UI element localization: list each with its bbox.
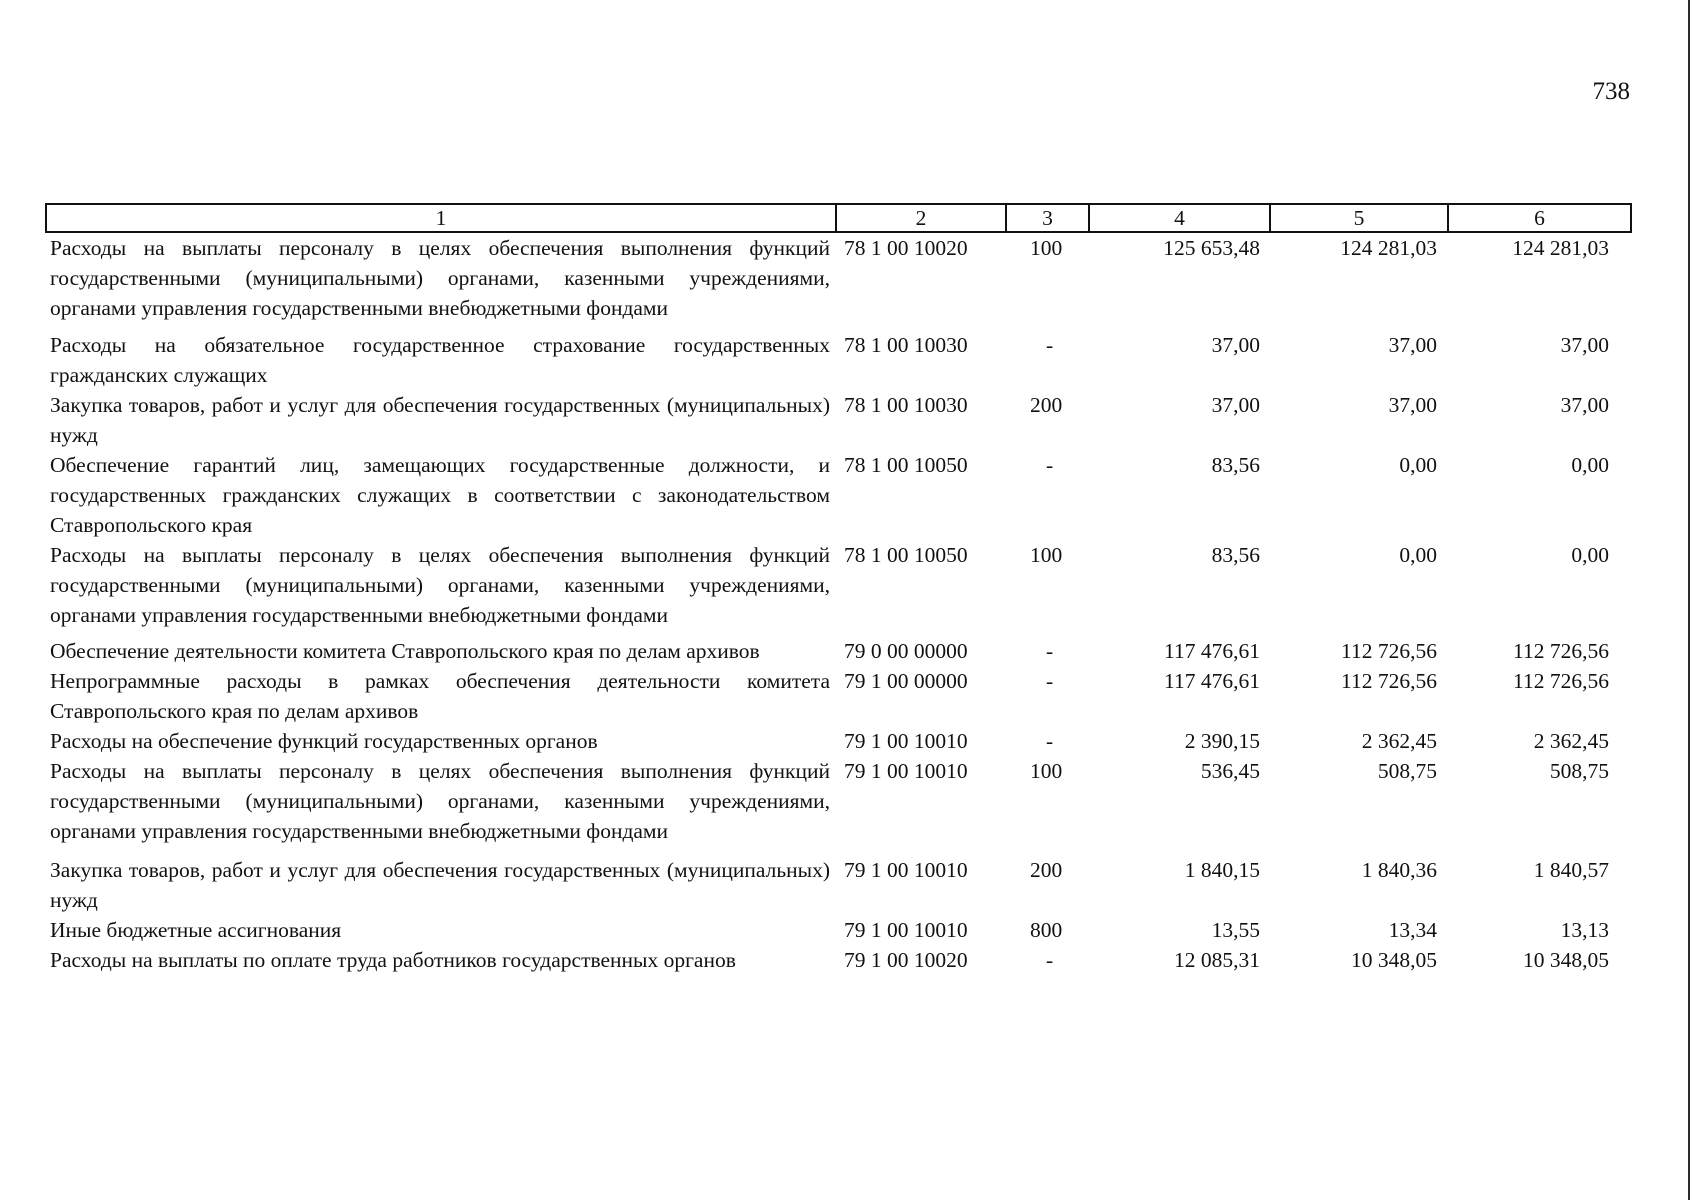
expense-type: 800 (1030, 918, 1063, 942)
expense-name: Расходы на выплаты персоналу в целях обеспечения выполнения функций государственными (муниципальными) органами, казенными учреждениями, органами управления государственными внебюджетными фондами (50, 236, 830, 320)
amount-col-6: 1 840,57 (1533, 858, 1609, 882)
expense-type: - (1046, 669, 1054, 693)
expense-name: Расходы на выплаты персоналу в целях обеспечения выполнения функций государственными (муниципальными) органами, казенными учреждениями, органами управления государственными внебюджетными фондами (50, 543, 830, 627)
amount-col-5: 508,75 (1377, 759, 1437, 783)
target-code: 78 1 00 10050 (844, 543, 968, 567)
amount-col-5: 10 348,05 (1351, 948, 1437, 972)
expense-name: Обеспечение гарантий лиц, замещающих государственные должности, и государственных гражданских служащих в соответствии с законодательством Ставропольского края (50, 453, 830, 537)
target-code: 79 1 00 10010 (844, 918, 968, 942)
amount-col-4: 83,56 (1211, 453, 1260, 477)
target-code: 78 1 00 10030 (844, 393, 968, 417)
amount-col-6: 0,00 (1571, 453, 1609, 477)
target-code: 79 1 00 10010 (844, 729, 968, 753)
table-row (46, 630, 1631, 666)
amount-col-6: 37,00 (1560, 333, 1609, 357)
target-code: 79 1 00 00000 (844, 669, 968, 693)
page-edge-line (1688, 0, 1690, 1200)
table-row (46, 756, 1631, 846)
expense-name: Расходы на выплаты персоналу в целях обеспечения выполнения функций государственными (муниципальными) органами, казенными учреждениями, органами управления государственными внебюджетными фондами (50, 759, 830, 843)
expense-name: Иные бюджетные ассигнования (50, 918, 342, 942)
amount-col-6: 124 281,03 (1512, 236, 1609, 260)
header-col-5: 5 (1270, 204, 1448, 232)
expense-name: Закупка товаров, работ и услуг для обеспечения государственных (муниципальных) нужд (50, 858, 830, 912)
expense-type: 200 (1030, 393, 1063, 417)
table-row (46, 324, 1631, 390)
amount-col-4: 83,56 (1211, 543, 1260, 567)
expense-type: 200 (1030, 858, 1063, 882)
amount-col-5: 37,00 (1388, 393, 1437, 417)
amount-col-4: 117 476,61 (1164, 639, 1260, 663)
expense-name: Расходы на обязательное государственное страхование государственных гражданских служащих (50, 333, 830, 387)
table-row (46, 915, 1631, 945)
expense-name: Расходы на выплаты по оплате труда работников государственных органов (50, 948, 736, 972)
target-code: 79 1 00 10020 (844, 948, 968, 972)
expense-type: - (1046, 948, 1054, 972)
amount-col-5: 2 362,45 (1361, 729, 1437, 753)
target-code: 79 0 00 00000 (844, 639, 968, 663)
amount-col-5: 124 281,03 (1340, 236, 1437, 260)
amount-col-4: 37,00 (1211, 393, 1260, 417)
amount-col-6: 112 726,56 (1513, 669, 1609, 693)
header-col-6: 6 (1448, 204, 1631, 232)
amount-col-6: 508,75 (1549, 759, 1609, 783)
amount-col-4: 12 085,31 (1174, 948, 1260, 972)
expense-name: Закупка товаров, работ и услуг для обеспечения государственных (муниципальных) нужд (50, 393, 830, 447)
expense-type: 100 (1030, 236, 1063, 260)
expense-type: - (1046, 333, 1054, 357)
table-row (46, 232, 1631, 324)
table-row (46, 540, 1631, 630)
header-col-2: 2 (836, 204, 1006, 232)
header-row (46, 204, 1631, 232)
expense-type: - (1046, 453, 1054, 477)
table-row (46, 450, 1631, 540)
table-row (46, 726, 1631, 756)
target-code: 78 1 00 10020 (844, 236, 968, 260)
page-number: 738 (1592, 78, 1630, 105)
table-row (46, 390, 1631, 450)
table-row (46, 666, 1631, 726)
header-col-3: 3 (1006, 204, 1089, 232)
amount-col-5: 13,34 (1388, 918, 1437, 942)
table-header (46, 204, 1631, 232)
expense-type: 100 (1030, 543, 1063, 567)
amount-col-6: 2 362,45 (1533, 729, 1609, 753)
budget-table (45, 203, 1632, 975)
amount-col-4: 125 653,48 (1163, 236, 1260, 260)
amount-col-4: 13,55 (1211, 918, 1260, 942)
amount-col-5: 112 726,56 (1341, 669, 1437, 693)
amount-col-4: 37,00 (1211, 333, 1260, 357)
amount-col-6: 13,13 (1560, 918, 1609, 942)
amount-col-4: 536,45 (1200, 759, 1260, 783)
header-col-4: 4 (1089, 204, 1270, 232)
target-code: 79 1 00 10010 (844, 759, 968, 783)
amount-col-5: 37,00 (1388, 333, 1437, 357)
table-body (46, 232, 1631, 975)
expense-name: Непрограммные расходы в рамках обеспечения деятельности комитета Ставропольского края по делам архивов (50, 669, 830, 723)
amount-col-6: 10 348,05 (1523, 948, 1609, 972)
table-row (46, 846, 1631, 915)
expense-name: Обеспечение деятельности комитета Ставропольского края по делам архивов (50, 639, 760, 663)
expense-type: - (1046, 639, 1054, 663)
expense-name: Расходы на обеспечение функций государственных органов (50, 729, 598, 753)
header-col-1: 1 (46, 204, 836, 232)
amount-col-6: 112 726,56 (1513, 639, 1609, 663)
amount-col-5: 112 726,56 (1341, 639, 1437, 663)
target-code: 78 1 00 10030 (844, 333, 968, 357)
amount-col-6: 0,00 (1571, 543, 1609, 567)
amount-col-5: 1 840,36 (1361, 858, 1437, 882)
expense-type: 100 (1030, 759, 1063, 783)
target-code: 78 1 00 10050 (844, 453, 968, 477)
target-code: 79 1 00 10010 (844, 858, 968, 882)
amount-col-5: 0,00 (1399, 453, 1437, 477)
expense-type: - (1046, 729, 1054, 753)
amount-col-4: 1 840,15 (1184, 858, 1260, 882)
amount-col-4: 117 476,61 (1164, 669, 1260, 693)
amount-col-6: 37,00 (1560, 393, 1609, 417)
amount-col-4: 2 390,15 (1184, 729, 1260, 753)
table-row (46, 945, 1631, 975)
amount-col-5: 0,00 (1399, 543, 1437, 567)
